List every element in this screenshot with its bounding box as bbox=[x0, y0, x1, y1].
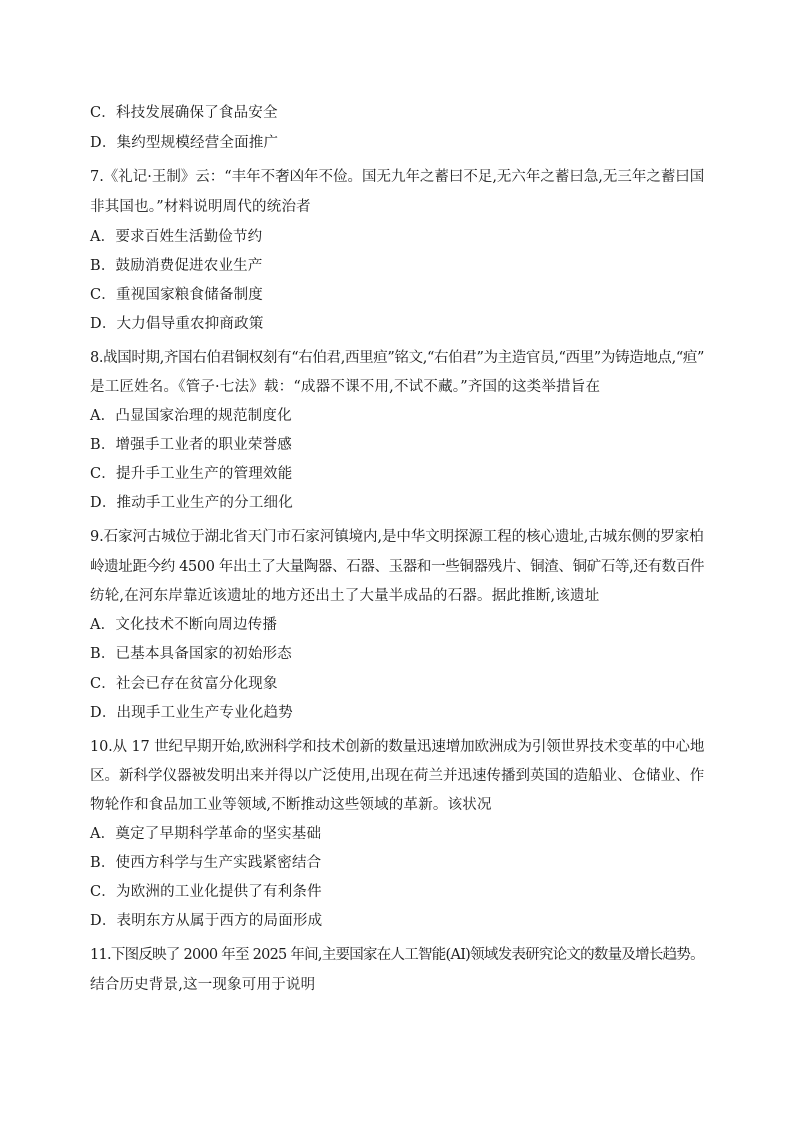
q7-option-a: A．要求百姓生活勤俭节约 bbox=[90, 229, 263, 245]
q10-option-d: D．表明东方从属于西方的局面形成 bbox=[90, 913, 323, 929]
q7-option-b: B．鼓励消费促进农业生产 bbox=[90, 258, 263, 274]
q9-option-d: D．出现手工业生产专业化趋势 bbox=[90, 705, 293, 721]
q9-option-b: B．已基本具备国家的初始形态 bbox=[90, 646, 292, 662]
q9-stem-line-3: 纺轮,在河东岸靠近该遗址的地方还出土了大量半成品的石器。据此推断,该遗址 bbox=[90, 588, 600, 604]
q6-option-c: C．科技发展确保了食品安全 bbox=[90, 105, 278, 121]
q8-option-b: B．增强手工业者的职业荣誉感 bbox=[90, 437, 292, 453]
q9-option-c: C．社会已存在贫富分化现象 bbox=[90, 676, 278, 692]
q8-stem-line-1: 8.战国时期,齐国右伯君铜权刻有“右伯君,西里疸”铭文,“右伯君”为主造官员,“西里”为铸造地点,“疸” bbox=[90, 350, 705, 366]
q7-stem-line-2: 非其国也。”材料说明周代的统治者 bbox=[90, 199, 311, 215]
q10-stem-line-1: 10.从 17 世纪早期开始,欧洲科学和技术创新的数量迅速增加欧洲成为引领世界技术变革的中心地 bbox=[90, 739, 705, 755]
q11-stem-line-1: 11.下图反映了 2000 年至 2025 年间,主要国家在人工智能(AI)领域发表研究论文的数量及增长趋势。 bbox=[90, 947, 704, 963]
q7-option-c: C．重视国家粮食储备制度 bbox=[90, 287, 263, 303]
q8-option-a: A．凸显国家治理的规范制度化 bbox=[90, 408, 292, 424]
q6-option-d: D．集约型规模经营全面推广 bbox=[90, 135, 279, 151]
q10-stem-line-2: 区。新科学仪器被发明出来并得以广泛使用,出现在荷兰并迅速传播到英国的造船业、仓储业、作 bbox=[90, 768, 705, 784]
q10-option-b: B．使西方科学与生产实践紧密结合 bbox=[90, 855, 322, 871]
q9-option-a: A．文化技术不断向周边传播 bbox=[90, 617, 278, 633]
q9-stem-line-1: 9.石家河古城位于湖北省天门市石家河镇境内,是中华文明探源工程的核心遗址,古城东侧的罗家柏 bbox=[90, 529, 704, 545]
q8-option-d: D．推动手工业生产的分工细化 bbox=[90, 495, 293, 511]
q9-stem-line-2: 岭遗址距今约 4500 年出土了大量陶器、石器、玉器和一些铜器残片、铜渣、铜矿石等,还有数百件 bbox=[90, 559, 705, 575]
q7-option-d: D．大力倡导重农抑商政策 bbox=[90, 316, 264, 332]
q7-stem-line-1: 7.《礼记·王制》云：“丰年不奢凶年不俭。国无九年之蓄曰不足,无六年之蓄曰急,无三年之蓄曰国 bbox=[90, 169, 705, 185]
q10-stem-line-3: 物轮作和食品加工业等领域,不断推动这些领域的革新。该状况 bbox=[90, 797, 492, 813]
q8-option-c: C．提升手工业生产的管理效能 bbox=[90, 466, 293, 482]
q8-stem-line-2: 是工匠姓名。《管子·七法》载：“成器不课不用,不试不藏。”齐国的这类举措旨在 bbox=[90, 379, 601, 395]
q11-stem-line-2: 结合历史背景,这一现象可用于说明 bbox=[90, 977, 316, 993]
q10-option-c: C．为欧洲的工业化提供了有利条件 bbox=[90, 884, 322, 900]
q10-option-a: A．奠定了早期科学革命的坚实基础 bbox=[90, 826, 322, 842]
